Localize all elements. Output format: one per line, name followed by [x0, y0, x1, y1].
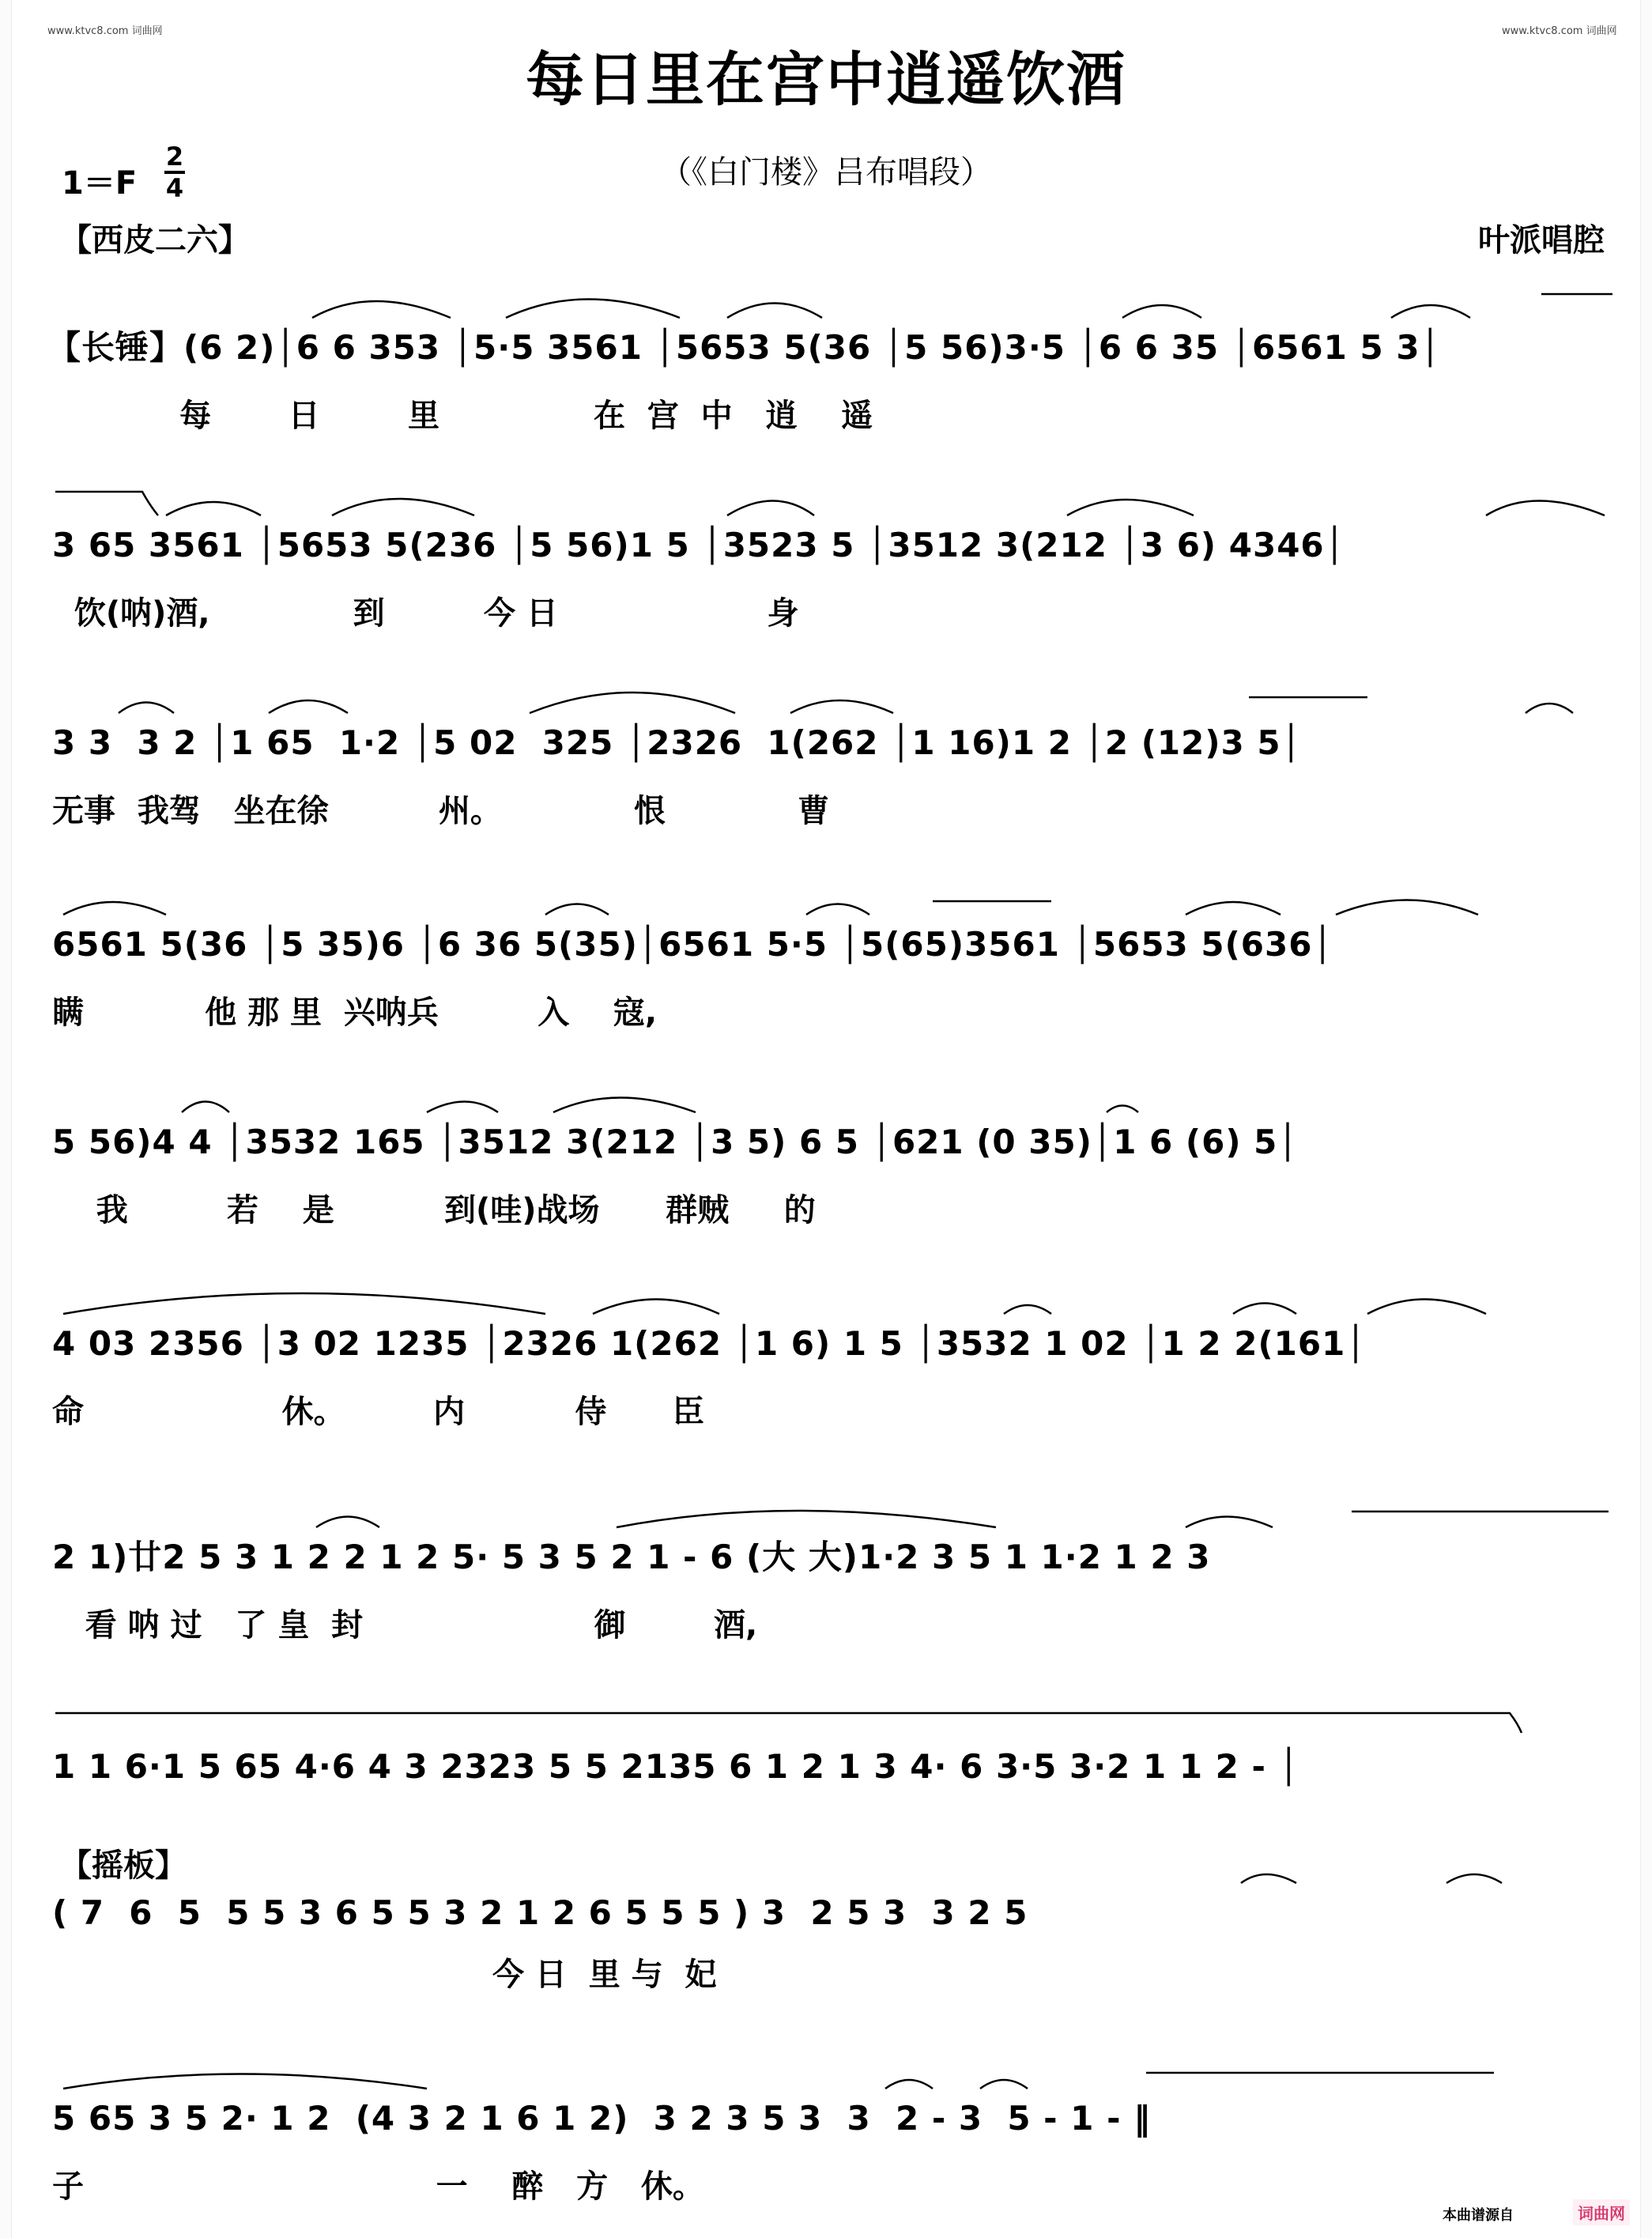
lyrics-text: 饮(呐)酒, 到 今 日 身 — [52, 595, 799, 632]
tie-line — [55, 492, 158, 515]
lyrics-line — [0, 991, 1652, 1035]
lyrics-text: 子 一 醉 方 休。 — [52, 2168, 704, 2205]
lyrics-text: 今 日 里 与 妃 — [52, 1957, 717, 1993]
singing-style: 叶派唱腔 — [1478, 222, 1605, 259]
score-subtitle: （《白门楼》吕布唱段） — [660, 154, 992, 191]
footer-source: 本曲谱源自 — [1443, 2207, 1514, 2224]
slur — [332, 499, 474, 515]
lyrics-text: 我 若 是 到(哇)战场 群贼 的 — [52, 1192, 816, 1228]
notation-line — [0, 1526, 1652, 1589]
lyrics-text: 看 呐 过 了 皇 封 御 酒, — [52, 1607, 758, 1644]
notation-line — [0, 711, 1652, 775]
notation-line — [0, 1111, 1652, 1174]
section-label-yaoban: 【摇板】 — [60, 1847, 187, 1884]
slur — [530, 693, 735, 713]
lyrics-line — [0, 591, 1652, 636]
lyrics-line — [0, 1390, 1652, 1434]
notation-text: 3 65 3561 │5653 5(236 │5 56)1 5 │3523 5 │3512 3(212 │3 6) 4346│ — [52, 526, 1345, 564]
notation-line — [0, 1735, 1652, 1798]
tie-line — [55, 1713, 1522, 1733]
score-title: 每日里在宫中逍遥饮酒 — [526, 46, 1126, 114]
notation-text: 3 3 3 2 │1 65 1·2 │5 02 325 │2326 1(262 │1 16)1 2 │2 (12)3 5│ — [52, 723, 1302, 762]
footer-site[interactable]: 词曲网 — [1573, 2199, 1630, 2225]
notation-text: 【长锤】(6 2)│6 6 353 │5·5 3561 │5653 5(36 │5 56)3·5 │6 6 35 │6561 5 3│ — [47, 328, 1441, 367]
lyrics-text: 无事 我驾 坐在徐 州。 恨 曹 — [52, 793, 830, 829]
notation-line — [0, 2087, 1652, 2150]
notation-line — [0, 316, 1652, 379]
notation-text: 4 03 2356 │3 02 1235 │2326 1(262 │1 6) 1 5 │3532 1 02 │1 2 2(161│ — [52, 1324, 1367, 1363]
watermark-left: www.ktvc8.com 词曲网 — [47, 25, 163, 37]
lyrics-text: 命 休。 内 侍 臣 — [52, 1394, 704, 1430]
notation-line — [0, 1312, 1652, 1376]
lyrics-line — [0, 394, 1652, 438]
notation-line — [0, 1881, 1652, 1945]
notation-line — [0, 913, 1652, 976]
time-signature — [163, 144, 187, 201]
slur — [63, 1293, 545, 1314]
notation-text: 5 65 3 5 2· 1 2 (4 3 2 1 6 1 2) 3 2 3 5 3 3 2 - 3 5 - 1 - ‖ — [52, 2099, 1152, 2138]
lyrics-line — [0, 2164, 1652, 2209]
lyrics-text: 瞒 他 那 里 兴呐兵 入 寇, — [52, 994, 658, 1031]
notation-text: 2 1)廿2 5 3 1 2 2 1 2 5· 5 3 5 2 1 - 6 (大 大)1·2 3 5 1 1·2 1 2 3 — [52, 1538, 1211, 1576]
lyrics-line — [0, 1603, 1652, 1647]
time-signature-top: 2 — [165, 142, 184, 172]
lyrics-line — [0, 1188, 1652, 1232]
notation-text: 5 56)4 4 │3532 165 │3512 3(212 │3 5) 6 5 │621 (0 35)│1 6 (6) 5│ — [52, 1123, 1299, 1161]
key-signature: 1＝F — [62, 165, 138, 202]
lyrics-line — [0, 1953, 1652, 1997]
time-signature-bottom: 4 — [165, 173, 184, 203]
lyrics-text: 每 日 里 在 宫 中 逍 遥 — [47, 398, 873, 434]
notation-text: 6561 5(36 │5 35)6 │6 36 5(35)│6561 5·5 │5(65)3561 │5653 5(636│ — [52, 925, 1333, 964]
notation-line — [0, 514, 1652, 577]
lyrics-line — [0, 789, 1652, 833]
slur — [617, 1511, 996, 1527]
banqiang-mode: 【西皮二六】 — [60, 222, 250, 259]
notation-text: ( 7 6 5 5 5 3 6 5 5 3 2 1 2 6 5 5 5 ) 3 2 5 3 3 2 5 — [52, 1893, 1028, 1932]
slur — [1067, 500, 1194, 515]
slur — [506, 300, 680, 319]
slur — [312, 301, 451, 318]
watermark-right: www.ktvc8.com 词曲网 — [1502, 25, 1617, 37]
notation-text: 1 1 6·1 5 65 4·6 4 3 2323 5 5 2135 6 1 2 1 3 4· 6 3·5 3·2 1 1 2 - │ — [52, 1747, 1299, 1786]
